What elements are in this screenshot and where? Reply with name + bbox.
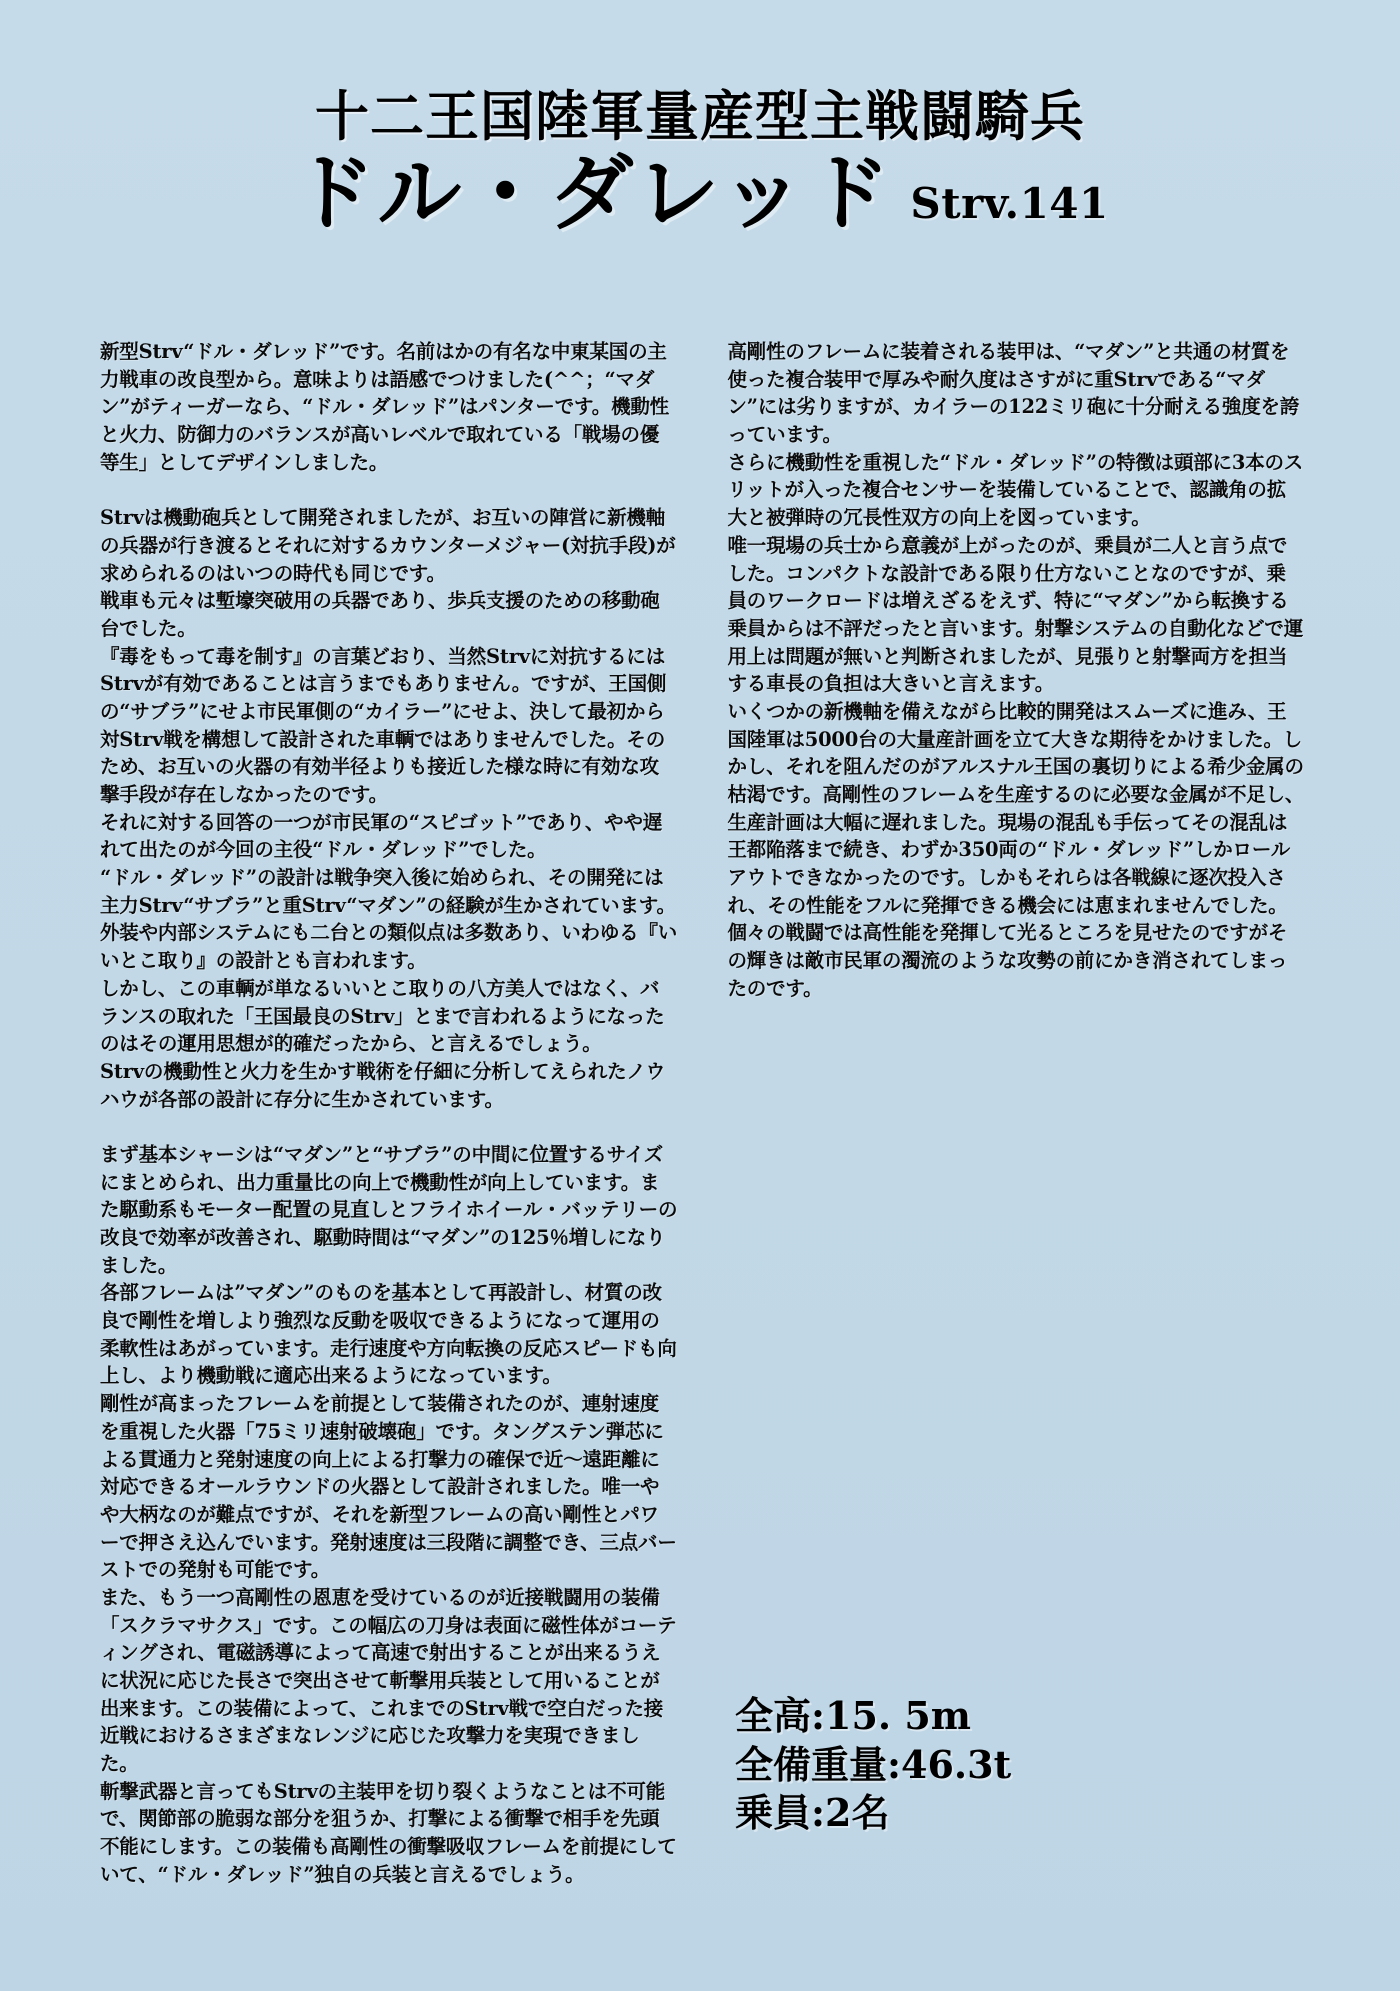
body-columns xyxy=(100,338,1305,1889)
title-block xyxy=(0,84,1400,242)
page-eyebrow-title: 十二王国陸軍量産型主戦闘騎兵 xyxy=(315,84,1085,148)
right-column xyxy=(728,338,1306,1003)
paragraph: まず基本シャーシは“マダン”と“サブラ”の中間に位置するサイズにまとめられ、出力重量比の向上で機動性が向上しています。また駆動系もモーター配置の見直しとフライホイール・バッテリーの改良で効率が改善され、駆動時間は“マダン”の125％増しになりました。 各部フレームは”マダン”のものを基本として再設計し、材質の改良で剛性を増しより強烈な反動を吸収できるようになって運用の柔軟性はあがっています。走行速度や方向転換の反応スピードも向上し、より機動戦に適応出来るようになっています。 剛性が高まったフレームを前提として装備されたのが、連射速度を重視した火器「75ミリ速射破壊砲」です。タングステン弾芯による貫通力と発射速度の向上による打撃力の確保で近〜遠距離に対応できるオールラウンドの火器として設計されました。唯一やや大柄なのが難点ですが、それを新型フレームの高い剛性とパワーで押さえ込んでいます。発射速度は三段階に調整でき、三点バーストでの発射も可能です。 また、もう一つ高剛性の恩恵を受けているのが近接戦闘用の装備「スクラマサクス」です。この幅広の刀身は表面に磁性体がコーティングされ、電磁誘導によって高速で射出することが出来るうえに状況に応じた長さで突出させて斬撃用兵装として用いることが出来ます。この装備によって、これまでのStrv戦で空白だった接近戦におけるさまざまなレンジに応じた攻撃力を実現できました。 斬撃武器と言ってもStrvの主装甲を切り裂くようなことは不可能で、関節部の脆弱な部分を狙うか、打撃による衝撃で相手を先頭不能にします。この装備も高剛性の衝撃吸収フレームを前提にしていて、“ドル・ダレッド”独自の兵装と言えるでしょう。 xyxy=(100,1142,678,1886)
paragraph: 高剛性のフレームに装着される装甲は、“マダン”と共通の材質を使った複合装甲で厚みや耐久度はさすがに重Strvである“マダン”には劣りますが、カイラーの122ミリ砲に十分耐える強度を誇っています。 さらに機動性を重視した“ドル・ダレッド”の特徴は頭部に3本のスリットが入った複合センサーを装備していることで、認識角の拡大と被弾時の冗長性双方の向上を図っています。 唯一現場の兵士から意義が上がったのが、乗員が二人と言う点でした。コンパクトな設計である限り仕方ないことなのですが、乗員のワークロードは増えざるをえず、特に“マダン”から転換する乗員からは不評だったと言います。射撃システムの自動化などで運用上は問題が無いと判断されましたが、見張りと射撃両方を担当する車長の負担は大きいと言えます。 いくつかの新機軸を備えながら比較的開発はスムーズに進み、王国陸軍は5000台の大量産計画を立て大きな期待をかけました。しかし、それを阻んだのがアルスナル王国の裏切りによる希少金属の枯渇です。高剛性のフレームを生産するのに必要な金属が不足し、生産計画は大幅に遅れました。現場の混乱も手伝ってその混乱は王都陥落まで続き、わずか350両の“ドル・ダレッド”しかロールアウトできなかったのです。しかもそれらは各戦線に逐次投入され、その性能をフルに発揮できる機会には恵まれませんでした。個々の戦闘では高性能を発揮して光るところを見せたのですがその輝きは敵市民軍の濁流のような攻勢の前にかき消されてしまったのです。 xyxy=(727,340,1305,1000)
title-name-row xyxy=(0,143,1400,242)
model-designation: Strv.141 xyxy=(910,178,1109,228)
left-column xyxy=(100,338,678,1889)
paragraph: Strvは機動砲兵として開発されましたが、お互いの陣営に新機軸の兵器が行き渡るとそれに対するカウンターメジャー(対抗手段)が求められるのはいつの時代も同じです。 戦車も元々は塹壕突破用の兵器であり、歩兵支援のための移動砲台でした。 『毒をもって毒を制す』の言葉どおり、当然Strvに対抗するにはStrvが有効であることは言うまでもありません。ですが、王国側の“サブラ”にせよ市民軍側の“カイラー”にせよ、決して最初から対Strv戦を構想して設計された車輌ではありませんでした。そのため、お互いの火器の有効半径よりも接近した様な時に有効な攻撃手段が存在しなかったのです。 それに対する回答の一つが市民軍の“スピゴット”であり、やや遅れて出たのが今回の主役“ドル・ダレッド”でした。 “ドル・ダレッド”の設計は戦争突入後に始められ、その開発には主力Strv“サブラ”と重Strv“マダン”の経験が生かされています。外装や内部システムにも二台との類似点は多数あり、いわゆる『いいとこ取り』の設計とも言われます。 しかし、この車輌が単なるいいとこ取りの八方美人ではなく、バランスの取れた「王国最良のStrv」とまで言われるようになったのはその運用思想が的確だったから、と言えるでしょう。 Strvの機動性と火力を生かす戦術を仔細に分析してえられたノウハウが各部の設計に存分に生かされています。 xyxy=(100,506,678,1111)
paragraph: 新型Strv“ドル・ダレッド”です。名前はかの有名な中東某国の主力戦車の改良型から。意味よりは語感でつけました(^^；“マダン”がティーガーなら、“ドル・ダレッド”はパンターです。機動性と火力、防御力のバランスが高いレベルで取れている「戦場の優等生」としてデザインしました。 xyxy=(100,340,669,474)
spec-crew: 乗員:2名 xyxy=(735,1790,890,1836)
spec-combat-weight: 全備重量:46.3t xyxy=(735,1741,1012,1787)
spec-total-height: 全高:15. 5m xyxy=(735,1693,972,1738)
page-title: ドル・ダレッド xyxy=(291,143,893,242)
specifications-block xyxy=(735,1692,1011,1838)
